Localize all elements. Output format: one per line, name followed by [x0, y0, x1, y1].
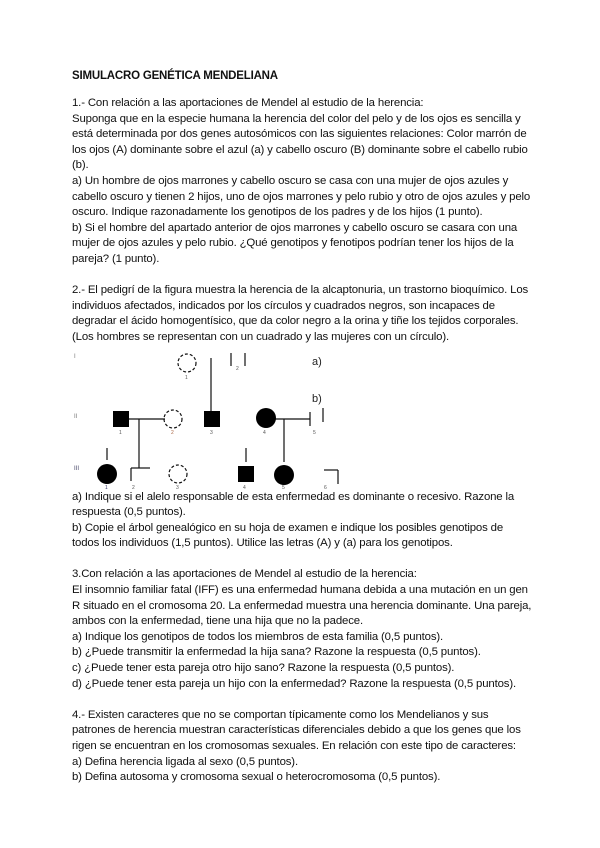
generation-label-II: II	[74, 413, 78, 420]
label-II-4: 4	[263, 429, 266, 436]
q1-intro: Suponga que en la especie humana la herencia del color del pelo y de los ojos es sencilla y está determinada por dos genes autosómicos con las siguientes relaciones: Color marrón de los ojos (A) dominante sobre el azul (a) y cabello oscuro (B) dominante sobre el cabello rubio (b).	[72, 112, 531, 172]
label-III-4: 4	[243, 484, 246, 491]
q4-intro: 4.- Existen caracteres que no se comportan típicamente como los Mendelianos y sus patrones de herencia muestran características diferenciales debido a que los genes que los rigen se encuentran en los cromosomas sexuales. En relación con este tipo de caracteres:	[72, 708, 524, 752]
q1-part-b: b) Si el hombre del apartado anterior de ojos marrones y cabello oscuro se casara con una mujer de ojos azules y pelo rubio. ¿Qué genotipos y fenotipos podrían tener los hijos de la pareja? (1 punto).	[72, 221, 521, 265]
label-III-3: 3	[176, 484, 179, 491]
pedigree-label-a: a)	[312, 355, 322, 368]
label-III-6: 6	[324, 484, 327, 491]
pedigree-label-b: b)	[312, 392, 322, 405]
question-2	[72, 283, 532, 552]
q1-heading: 1.- Con relación a las aportaciones de Mendel al estudio de la herencia:	[72, 97, 424, 109]
q3-part-c: c) ¿Puede tener esta pareja otro hijo sano? Razone la respuesta (0,5 puntos).	[72, 662, 455, 675]
q3-part-a: a) Indique los genotipos de todos los miembros de esta familia (0,5 puntos).	[72, 630, 444, 643]
document-page	[72, 70, 535, 786]
q2-intro: 2.- El pedigrí de la figura muestra la herencia de la alcaptonuria, un trastorno bioquímico. Los individuos afectados, indicados por los círculos y cuadrados negros, son incapaces de degradar el ácido homogentísico, que da color negro a la orina y tiñe los tejidos corporales. (Los hombres se representan con un cuadrado y las mujeres con un círculo).	[72, 284, 532, 343]
label-III-2: 2	[132, 484, 135, 491]
label-II-1: 1	[119, 429, 122, 436]
q2-part-a: a) Indique si el alelo responsable de esta enfermedad es dominante o recesivo. Razone la respuesta (0,5 puntos).	[72, 490, 518, 519]
label-I-1: 1	[185, 374, 188, 381]
label-II-3: 3	[210, 429, 213, 436]
pedigree-figure	[70, 348, 530, 490]
label-III-1: 1	[105, 484, 108, 491]
question-3	[72, 567, 535, 692]
q3-heading: 3.Con relación a las aportaciones de Mendel al estudio de la herencia:	[72, 568, 417, 581]
label-III-5: 5	[282, 484, 285, 491]
question-4	[72, 708, 532, 786]
generation-label-I: I	[74, 353, 76, 360]
q3-intro: El insomnio familiar fatal (IFF) es una enfermedad humana debida a una mutación en un gen R situado en el cromosoma 20. La enfermedad muestra una herencia dominante. Una pareja, ambos con la enfermedad, tiene una hija que no la padece.	[72, 584, 535, 628]
q2-part-b: b) Copie el árbol genealógico en su hoja de examen e indique los posibles genotipos de todos los individuos (1,5 puntos). Utilice las letras (A) y (a) para los genotipos.	[72, 521, 507, 550]
q3-part-d: d) ¿Puede tener esta pareja un hijo con la enfermedad? Razone la respuesta (0,5 puntos).	[72, 677, 516, 690]
pedigree-diagram	[70, 348, 530, 490]
label-I-2: 2	[236, 365, 239, 372]
individual-I-1-unaffected-female	[178, 354, 196, 372]
question-1	[72, 96, 532, 268]
document-title: SIMULACRO GENÉTICA MENDELIANA	[72, 70, 278, 82]
q4-part-b: b) Defina autosoma y cromosoma sexual o heterocromosoma (0,5 puntos).	[72, 771, 441, 784]
q3-part-b: b) ¿Puede transmitir la enfermedad la hija sana? Razone la respuesta (0,5 puntos).	[72, 646, 481, 659]
q4-part-a: a) Defina herencia ligada al sexo (0,5 puntos).	[72, 755, 298, 768]
q1-part-a: a) Un hombre de ojos marrones y cabello oscuro se casa con una mujer de ojos azules y cabello oscuro y tienen 2 hijos, uno de ojos marrones y pelo rubio y otro de ojos azules y pelo oscuro. Indique razonadamente los genotipos de los padres y de los hijos (1 punto).	[72, 174, 534, 219]
label-II-5: 5	[313, 429, 316, 436]
label-II-2: 2	[171, 429, 174, 436]
generation-label-III: III	[74, 465, 80, 472]
